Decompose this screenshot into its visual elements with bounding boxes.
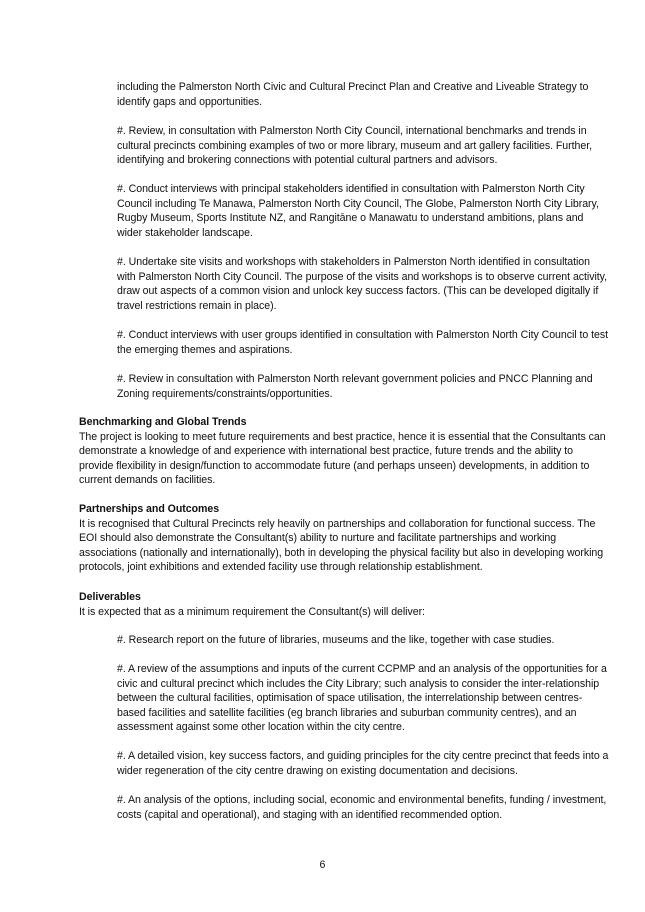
deliverable-item-options-analysis: #. An analysis of the options, including social, economic and environmental benefits, funding / investment, costs (capital and operational), and staging with an identified recommended option. <box>117 794 607 821</box>
deliverables-section <box>79 590 609 619</box>
deliverables-heading: Deliverables <box>79 591 141 603</box>
partnerships-heading: Partnerships and Outcomes <box>79 503 220 515</box>
page-number: 6 <box>319 859 326 871</box>
deliverable-item-vision: #. A detailed vision, key success factors, and guiding principles for the city centre precinct that feeds into a wider regeneration of the city centre drawing on existing documentation and decisions. <box>117 750 609 777</box>
deliverable-item-ccpmp-review: #. A review of the assumptions and inputs of the current CCPMP and an analysis of the opportunities for a civic and cultural precinct which includes the City Library; such analysis to consider the inter-relationship between the cultural facilities, optimisation of space utilisation, the interrelationship between centres-based facilities and satellite facilities (eg branch libraries and suburban community centres), and an assessment against some other location within the city centre. <box>117 663 607 734</box>
benchmarking-section <box>79 415 609 488</box>
partnerships-body: It is recognised that Cultural Precincts rely heavily on partnerships and collaboration for functional success. The EOI should also demonstrate the Consultant(s) ability to nurture and facilitate partnerships and working associations (nationally and internationally), both in developing the physical facility but also in developing working protocols, joint exhibitions and extended facility use through relationship establishment. <box>79 517 604 574</box>
benchmarking-body: The project is looking to meet future requirements and best practice, hence it is essential that the Consultants can demonstrate a knowledge of and experience with international best practice, future trends and the ability to provide flexibility in design/function to accommodate future (and perhaps unseen) developments, in addition to current demands on facilities. <box>79 430 606 487</box>
scope-item-user-groups: #. Conduct interviews with user groups identified in consultation with Palmerston North City Council to test the emerging themes and aspirations. <box>117 329 608 356</box>
scope-item-benchmarks: #. Review, in consultation with Palmerston North City Council, international benchmarks and trends in cultural precincts combining examples of two or more library, museum and art gallery facilities. Further, identifying and brokering connections with potential cultural partners and advisors. <box>117 125 592 167</box>
benchmarking-heading: Benchmarking and Global Trends <box>79 416 247 428</box>
scope-item-continued: including the Palmerston North Civic and Cultural Precinct Plan and Creative and Liveable Strategy to identify gaps and opportunities. <box>117 81 589 108</box>
scope-item-site-visits: #. Undertake site visits and workshops with stakeholders in Palmerston North identified in consultation with Palmerston North City Council. The purpose of the visits and workshops is to observe current activity, draw out aspects of a common vision and unlock key success factors. (This can be developed digitally if travel restrictions remain in place). <box>117 256 608 312</box>
deliverable-item-research-report: #. Research report on the future of libraries, museums and the like, together with case studies. <box>117 634 555 646</box>
scope-item-stakeholder-interviews: #. Conduct interviews with principal stakeholders identified in consultation with Palmerston North City Council including Te Manawa, Palmerston North City Council, The Globe, Palmerston North City Library, Rugby Museum, Sports Institute NZ, and Rangitāne o Manawatu to understand ambitions, plans and wider stakeholder landscape. <box>117 183 599 239</box>
partnerships-section <box>79 502 609 575</box>
deliverables-intro: It is expected that as a minimum requirement the Consultant(s) will deliver: <box>79 605 425 618</box>
scope-item-policy-review: #. Review in consultation with Palmerston North relevant government policies and PNCC Planning and Zoning requirements/constraints/opportunities. <box>117 373 593 400</box>
